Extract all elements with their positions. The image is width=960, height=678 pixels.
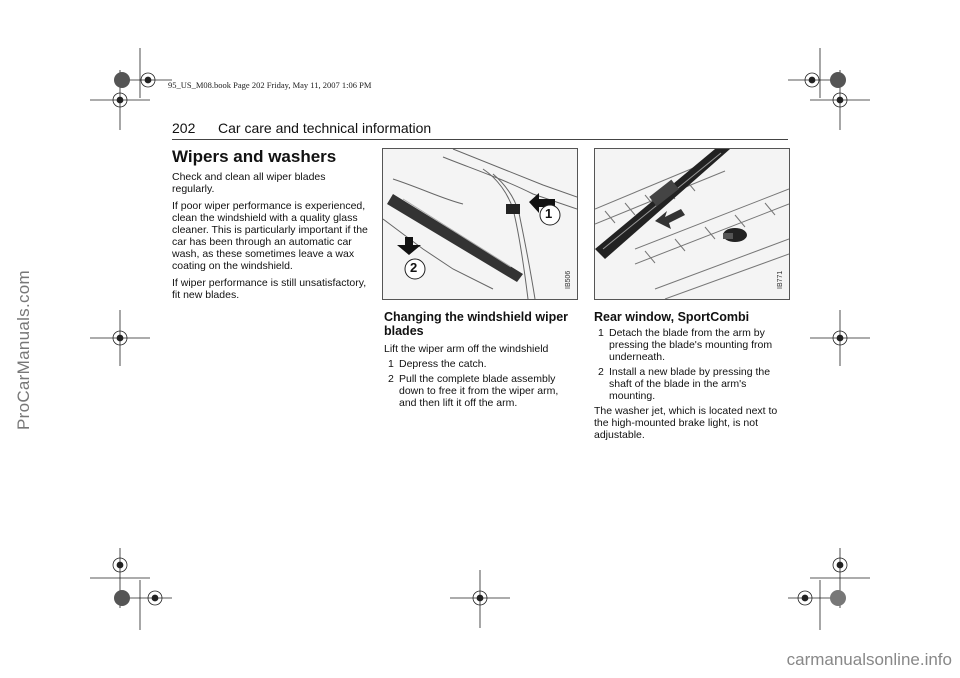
rear-step	[594, 327, 788, 363]
windshield-column	[384, 343, 578, 412]
callout-1: 1	[545, 206, 553, 221]
intro-column	[172, 171, 368, 306]
windshield-section-title: Changing the windshield wiper blades	[384, 310, 569, 338]
step-number: 1	[388, 358, 394, 370]
windshield-step	[384, 373, 578, 409]
rear-section-title: Rear window, SportCombi	[594, 310, 750, 324]
chapter-title: Car care and technical information	[218, 120, 432, 136]
section-title: Wipers and washers	[172, 147, 337, 166]
step-number: 1	[598, 327, 604, 339]
watermark-bottom: carmanualsonline.info	[786, 650, 952, 669]
windshield-wiper-illustration	[383, 149, 577, 299]
intro-paragraph-1: Check and clean all wiper blades regularly.	[172, 171, 326, 195]
windshield-intro: Lift the wiper arm off the windshield	[384, 343, 549, 355]
rear-column	[594, 327, 788, 446]
step-text: Depress the catch.	[399, 358, 487, 370]
step-text: Detach the blade from the arm by pressing the blade's mounting from underneath.	[609, 327, 773, 363]
windshield-wiper-figure	[382, 148, 578, 300]
rear-note: The washer jet, which is located next to the high-mounted brake light, is not adjustable.	[594, 405, 778, 441]
rear-wiper-figure	[594, 148, 790, 300]
intro-paragraph-3: If wiper performance is still unsatisfactory, fit new blades.	[172, 277, 367, 301]
page-number: 202	[172, 120, 196, 136]
figure-code-ib771: IB771	[777, 270, 784, 289]
step-text: Pull the complete blade assembly down to free it from the wiper arm, and then lift it off the arm.	[399, 373, 559, 409]
watermark-left: ProCarManuals.com	[14, 269, 33, 431]
book-meta: 95_US_M08.book Page 202 Friday, May 11, 2007 1:06 PM	[168, 80, 372, 90]
step-text: Install a new blade by pressing the shaft of the blade in the arm's mounting.	[609, 366, 771, 402]
rear-wiper-illustration	[595, 149, 789, 299]
windshield-steps	[384, 358, 578, 409]
intro-paragraph-2: If poor wiper performance is experienced, clean the windshield with a quality glass cleaner. This is particularly important if the car has been through an automatic car wash, as these sometimes leave a wax coating on the windshield.	[172, 200, 368, 272]
step-number: 2	[388, 373, 394, 385]
figure-code-ib506: IB506	[565, 270, 572, 289]
header-rule	[172, 139, 788, 140]
rear-steps	[594, 327, 788, 402]
callout-2: 2	[410, 260, 418, 275]
windshield-step	[384, 358, 578, 370]
step-number: 2	[598, 366, 604, 378]
rear-step	[594, 366, 788, 402]
